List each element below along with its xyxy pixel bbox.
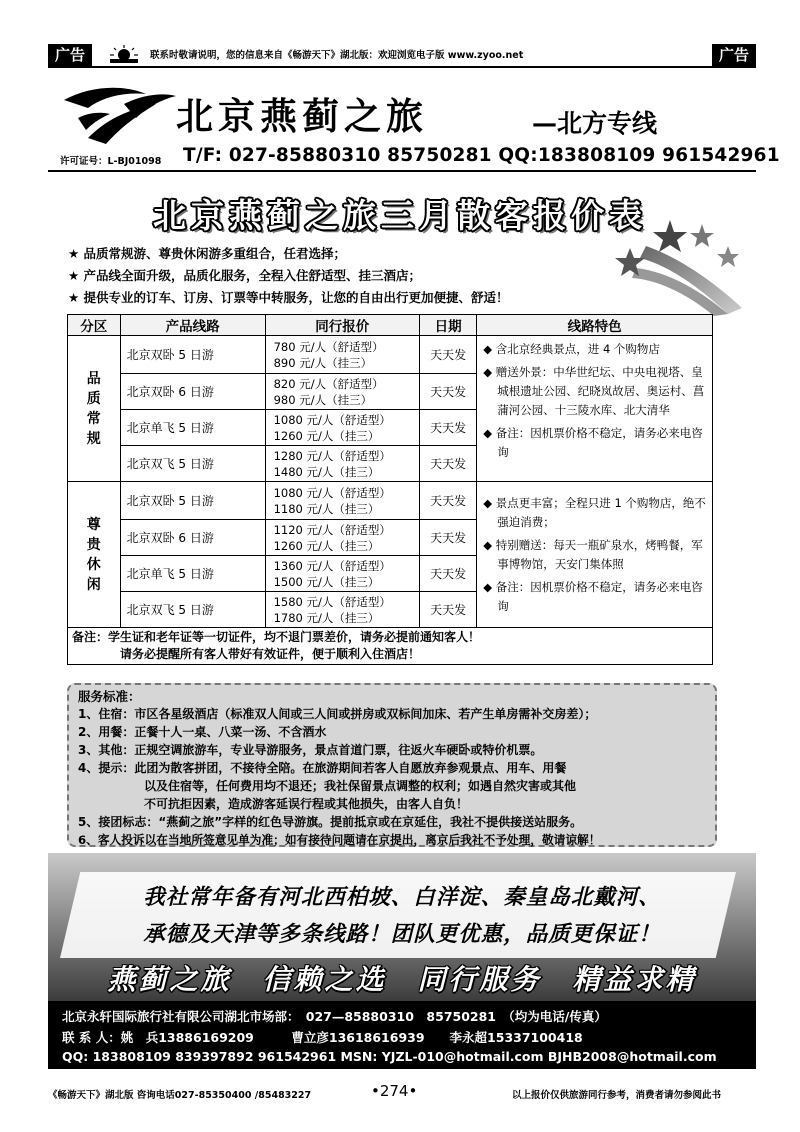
feature-line-3: ★ 提供专业的订车、订房、订票等中转服务，让您的自由出行更加便捷、舒适！ [68,290,509,305]
header-divider [48,170,756,172]
service-line: 4、提示：此团为散客拼团，不接待全陪。在旅游期间若客人自愿放弃参观景点、用车、用餐 [78,761,567,775]
date-cell: 天天发 [420,556,477,592]
feature-item: ◆ 备注：因机票价格不稳定，请务必来电咨询 [483,426,703,459]
price-three-star: 1260 元/人（挂三） [273,428,380,443]
route-cell: 北京双卧 6 日游 [120,374,265,410]
service-line: 5、接团标志：“燕蓟之旅”字样的红色导游旗。提前抵京或在京延住，我社不提供接送站服务。 [78,815,583,829]
price-table [67,314,713,665]
route-cell: 北京双卧 5 日游 [120,336,265,374]
price-comfort: 1280 元/人（舒适型） [273,448,391,463]
feature-item: ◆ 备注：因机票价格不稳定，请务必来电咨询 [483,580,703,613]
table-note [68,628,713,665]
header-category: 分区 [68,315,121,336]
category-label: 品质常规 [86,370,101,447]
price-cell [265,592,419,628]
date-cell: 天天发 [420,410,477,446]
feature-item: ◆ 含北京经典景点，进 4 个购物店 [483,342,660,356]
price-comfort: 1080 元/人（舒适型） [273,412,391,427]
page-number: •274• [371,1082,418,1100]
feature-item: ◆ 特别赠送：每天一瓶矿泉水，烤鸭餐，军事博物馆，天安门集体照 [483,538,703,571]
feature-item: ◆ 景点更丰富；全程只进 1 个购物店，绝不强迫消费； [483,496,706,529]
service-line: 6、客人投诉以在当地所签意见单为准；如有接待问题请在京提出，离京后我社不予处理，敬请谅解！ [78,833,601,847]
slogan: 燕蓟之旅 信赖之选 同行服务 精益求精 [107,963,697,996]
price-comfort: 1120 元/人（舒适型） [273,522,391,537]
route-cell: 北京双飞 5 日游 [120,592,265,628]
price-cell [265,336,419,374]
service-line: 2、用餐：正餐十人一桌、八菜一汤、不含酒水 [78,725,327,739]
brand-name: 北京燕蓟之旅 [176,95,428,138]
service-title: 服务标准： [78,689,141,704]
price-comfort: 1360 元/人（舒适型） [273,558,391,573]
route-cell: 北京双卧 6 日游 [120,520,265,556]
price-three-star: 1260 元/人（挂三） [273,538,380,553]
price-comfort: 1580 元/人（舒适型） [273,594,391,609]
header-date: 日期 [420,315,477,336]
service-line: 不可抗拒因素，造成游客延误行程或其他损失，由客人自负！ [144,797,469,811]
category-cell [68,482,121,628]
magazine-logo-icon [104,44,144,64]
footer-right: 以上报价仅供旅游同行参考，消费者请勿参阅此书 [512,1090,722,1101]
feature-line-2: ★ 产品线全面升级，品质化服务，全程入住舒适型、挂三酒店； [68,268,422,283]
route-cell: 北京双飞 5 日游 [120,446,265,482]
route-cell: 北京单飞 5 日游 [120,556,265,592]
brand-subtitle: —北方专线 [532,109,658,138]
features-cell [477,482,713,628]
price-cell [265,520,419,556]
note-line-2: 请务必提醒所有客人带好有效证件，便于顺利入住酒店！ [120,647,421,661]
license-number: 许可证号：L-BJ01098 [60,156,162,167]
price-comfort: 820 元/人（舒适型） [273,376,384,391]
service-line: 以及住宿等，任何费用均不退还；我社保留景点调整的权利；如遇自然灾害或其他 [144,779,577,793]
header-price: 同行报价 [265,315,419,336]
date-cell: 天天发 [420,374,477,410]
contact-line-company: 北京永轩国际旅行社有限公司湖北市场部： 027—85880310 85750281 （均为电话/传真） [62,1009,607,1024]
date-cell: 天天发 [420,446,477,482]
table-row [68,336,713,374]
header-features: 线路特色 [477,315,713,336]
ad-label-left: 广告 [48,44,92,66]
service-line: 1、住宿：市区各星级酒店（标准双人间或三人间或拼房或双标间加床、若产生单房需补交房差）； [78,707,597,721]
company-logo-icon [60,78,178,148]
header-phones: T/F: 027-85880310 85750281 QQ:183808109 961542961 [183,145,780,166]
contact-line-people: 联 系 人：姚 兵13886169209 曹立彦13618616939 李永超15337100418 [62,1030,583,1045]
price-cell [265,410,419,446]
promo-line-2: 承德及天津等多条线路！团队更优惠，品质更保证！ [143,922,661,947]
table-row [68,482,713,520]
price-comfort: 1080 元/人（舒适型） [273,485,391,500]
price-cell [265,556,419,592]
table-note-row [68,628,713,665]
service-line: 3、其他：正规空调旅游车，专业导游服务，景点首道门票，往返火车硬卧或特价机票。 [78,743,543,757]
price-cell [265,374,419,410]
price-three-star: 980 元/人（挂三） [273,392,373,407]
price-three-star: 1180 元/人（挂三） [273,501,380,516]
price-three-star: 890 元/人（挂三） [273,355,373,370]
promo-line-1: 我社常年备有河北西柏坡、白洋淀、秦皇岛北戴河、 [143,885,661,910]
shooting-stars-icon [610,218,750,316]
ad-label-right: 广告 [712,44,756,66]
top-note: 联系时敬请说明，您的信息来自《畅游天下》湖北版：欢迎浏览电子版 www.zyoo.net [150,50,524,61]
price-comfort: 780 元/人（舒适型） [273,339,384,354]
category-cell [68,336,121,482]
page-title: 北京燕蓟之旅三月散客报价表 [153,196,647,235]
note-line-1: 备注：学生证和老年证等一切证件，均不退门票差价，请务必提前通知客人！ [72,630,481,644]
price-cell [265,482,419,520]
price-three-star: 1500 元/人（挂三） [273,574,380,589]
route-cell: 北京双卧 5 日游 [120,482,265,520]
price-three-star: 1780 元/人（挂三） [273,610,380,625]
header-route: 产品线路 [120,315,265,336]
date-cell: 天天发 [420,592,477,628]
price-cell [265,446,419,482]
price-three-star: 1480 元/人（挂三） [273,464,380,479]
feature-item: ◆ 赠送外景：中华世纪坛、中央电视塔、皇城根遗址公园、纪晓岚故居、奥运村、菖蒲河公园、十三陵水库、北大清华 [483,365,705,417]
footer-left: 《畅游天下》湖北版 咨询电话027-85350400 /85483227 [48,1090,312,1101]
feature-line-1: ★ 品质常规游、尊贵休闲游多重组合，任君选择； [68,246,347,261]
date-cell: 天天发 [420,482,477,520]
contact-line-im: QQ: 183808109 839397892 961542961 MSN: YJZL-010@hotmail.com BJHB2008@hotmail.com [62,1049,717,1064]
features-cell [477,336,713,482]
category-label: 尊贵休闲 [86,516,101,593]
date-cell: 天天发 [420,520,477,556]
route-cell: 北京单飞 5 日游 [120,410,265,446]
date-cell: 天天发 [420,336,477,374]
table-header-row [68,315,713,336]
